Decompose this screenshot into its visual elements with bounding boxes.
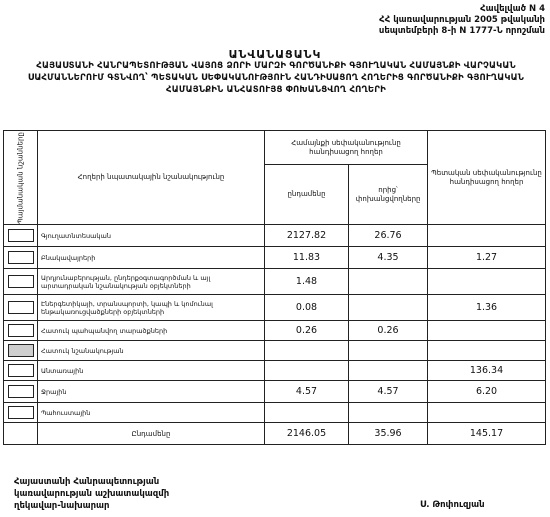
area-transferred (349, 403, 428, 423)
area-total: 4.57 (265, 381, 349, 403)
annex-decree-date: սեպտեմբերի 8-ի N 1777-Ն որոշման (378, 26, 545, 36)
totals-state: 145.17 (428, 423, 546, 445)
legend-swatch-cell (4, 321, 38, 341)
land-category-name: Հատուկ նշանակության (38, 341, 265, 361)
document-subtitle: ՀԱՅԱՍՏԱՆԻ ՀԱՆՐԱՊԵՏՈՒԹՅԱՆ ՎԱՅՈՑ ՁՈՐԻ ՄԱՐԶԻ ԳՈՐԾԱՆԻՔԻ ԳՅՈՒՂԱԿԱՆ ՀԱՄԱՅՆՔԻ ՎԱՐՉԱԿԱՆ ՍԱՀՄԱՆՆԵՐՈՒՄ ԳՏՆՎՈՂ՝ ՊԵՏԱԿԱՆ ՍԵՓԱԿԱՆՈՒԹՅՈՒՆ ՀԱՆԴԻՍԱՑՈՂ ՀՈՂԵՐԻՑ ԳՈՐԾԱՆԻՔԻ ԳՅՈՒՂԱԿԱՆ ՀԱՄԱՅՆՔԻՆ ԱՆՀԱՏՈՒՅՑ ՓՈԽԱՆՑՎՈՂ ՀՈՂԵՐԻ (27, 61, 525, 95)
table-row (4, 403, 546, 423)
legend-swatch (8, 344, 34, 357)
land-category-name: Հատուկ պահպանվող տարածքների (38, 321, 265, 341)
totals-row (4, 423, 546, 445)
area-state (428, 341, 546, 361)
area-total: 2127.82 (265, 225, 349, 247)
area-state: 1.27 (428, 247, 546, 269)
land-category-name: Գյուղատնտեսական (38, 225, 265, 247)
legend-swatch (8, 229, 34, 242)
area-transferred (349, 361, 428, 381)
area-state (428, 321, 546, 341)
header-of-which: որից՝ փոխանցվողները (349, 165, 428, 225)
area-transferred: 4.57 (349, 381, 428, 403)
area-total: 11.83 (265, 247, 349, 269)
area-state: 1.36 (428, 295, 546, 321)
legend-swatch (8, 385, 34, 398)
area-total (265, 341, 349, 361)
area-state: 136.34 (428, 361, 546, 381)
legend-swatch-cell (4, 403, 38, 423)
totals-total: 2146.05 (265, 423, 349, 445)
legend-swatch-cell (4, 341, 38, 361)
area-state (428, 225, 546, 247)
land-category-name: Պահուստային (38, 403, 265, 423)
legend-swatch-cell (4, 247, 38, 269)
area-transferred (349, 295, 428, 321)
area-total (265, 361, 349, 381)
legend-swatch (8, 301, 34, 314)
legend-swatch (8, 324, 34, 337)
area-total (265, 403, 349, 423)
area-state (428, 403, 546, 423)
legend-swatch (8, 275, 34, 288)
area-total: 0.08 (265, 295, 349, 321)
area-transferred: 4.35 (349, 247, 428, 269)
document-title: ԱՆՎԱՆԱՑԱՆԿ (228, 48, 322, 61)
area-transferred: 0.26 (349, 321, 428, 341)
land-category-name: Արդյունաբերության, ընդերքօգտագործման և այլ արտադրական նշանակության օբյեկտների (38, 269, 265, 295)
header-name: Հողերի նպատակային նշանակությունը (38, 131, 265, 225)
land-category-name: Անտառային (38, 361, 265, 381)
annex-number: Հավելված N 4 (480, 4, 545, 14)
area-state (428, 269, 546, 295)
area-total: 1.48 (265, 269, 349, 295)
annex-header (330, 4, 545, 37)
table-row (4, 381, 546, 403)
legend-swatch-cell (4, 225, 38, 247)
header-state: Պետական սեփականությունը հանդիսացող հողեր (428, 131, 546, 225)
table-row (4, 269, 546, 295)
signatory-title (14, 476, 169, 512)
legend-swatch-cell (4, 295, 38, 321)
legend-swatch-cell (4, 269, 38, 295)
table-row (4, 361, 546, 381)
signatory-name: Ս. Թոփուզյան (420, 500, 485, 510)
land-table (3, 130, 546, 445)
legend-swatch (8, 364, 34, 377)
header-code: Պայմանական նշանները (4, 131, 38, 225)
area-transferred (349, 269, 428, 295)
land-category-name: Բնակավայրերի (38, 247, 265, 269)
header-community: Համայնքի սեփականությունը հանդիսացող հողեր (265, 131, 428, 165)
header-total: ընդամենը (265, 165, 349, 225)
totals-transferred: 35.96 (349, 423, 428, 445)
land-category-name: Էներգետիկայի, տրանսպորտի, կապի և կոմունալ ենթակառուցվածքների օբյեկտների (38, 295, 265, 321)
signatory-line-3: ղեկավար-նախարար (14, 501, 110, 511)
area-transferred (349, 341, 428, 361)
area-state: 6.20 (428, 381, 546, 403)
table-row (4, 247, 546, 269)
legend-swatch-cell (4, 361, 38, 381)
signatory-line-2: կառավարության աշխատակազմի (14, 489, 170, 499)
area-transferred: 26.76 (349, 225, 428, 247)
annex-decree-line: ՀՀ կառավարության 2005 թվականի (379, 15, 545, 25)
legend-swatch-cell (4, 381, 38, 403)
land-category-name: Ջրային (38, 381, 265, 403)
table-row (4, 225, 546, 247)
totals-code-cell (4, 423, 38, 445)
legend-swatch (8, 251, 34, 264)
legend-swatch (8, 406, 34, 419)
signatory-line-1: Հայաստանի Հանրապետության (14, 477, 160, 487)
table-row (4, 295, 546, 321)
area-total: 0.26 (265, 321, 349, 341)
table-row (4, 321, 546, 341)
totals-label: Ընդամենը (38, 423, 265, 445)
table-row (4, 341, 546, 361)
